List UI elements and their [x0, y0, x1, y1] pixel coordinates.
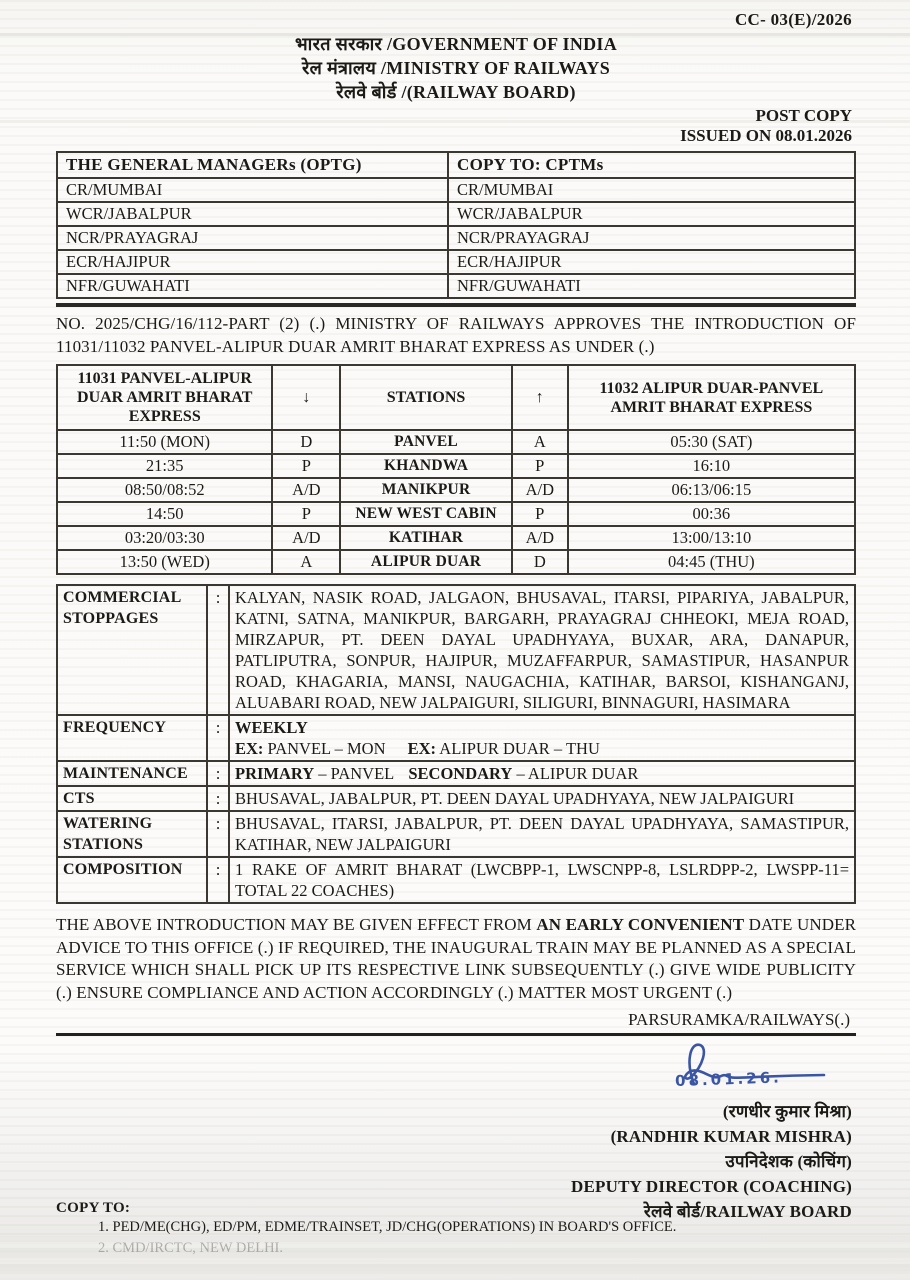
cptm-cell: NFR/GUWAHATI — [448, 274, 855, 298]
timetable-row — [57, 526, 855, 550]
thick-divider — [56, 303, 856, 307]
cptm-cell: WCR/JABALPUR — [448, 202, 855, 226]
up-mark: A — [512, 430, 568, 454]
train-timetable — [56, 364, 856, 575]
colon-separator: : — [207, 786, 229, 811]
cptm-cell: CR/MUMBAI — [448, 178, 855, 202]
gm-cell: CR/MUMBAI — [57, 178, 448, 202]
up-time: 13:00/13:10 — [568, 526, 855, 550]
signatory-name-english: (RANDHIR KUMAR MISHRA) — [610, 1127, 852, 1146]
addressees-table — [56, 151, 856, 299]
gm-cell: NFR/GUWAHATI — [57, 274, 448, 298]
maintenance-row — [57, 761, 855, 786]
composition-row — [57, 857, 855, 903]
cptm-cell: NCR/PRAYAGRAJ — [448, 226, 855, 250]
gm-cell: ECR/HAJIPUR — [57, 250, 448, 274]
timetable-row — [57, 454, 855, 478]
row-label: COMPOSITION — [57, 857, 207, 903]
signoff-line: PARSURAMKA/RAILWAYS(.) — [56, 1007, 856, 1036]
station-name: PANVEL — [340, 430, 512, 454]
down-mark: A/D — [272, 526, 340, 550]
timetable-row — [57, 478, 855, 502]
signatory-name-hindi: (रणधीर कुमार मिश्रा) — [722, 1102, 852, 1121]
addressees-header-row — [57, 152, 855, 178]
up-time: 04:45 (THU) — [568, 550, 855, 574]
designation-hindi: उपनिदेशक (कोचिंग) — [725, 1152, 852, 1171]
down-time: 11:50 (MON) — [57, 430, 272, 454]
ex-label: EX: — [235, 739, 264, 758]
up-time: 05:30 (SAT) — [568, 430, 855, 454]
scan-artifact — [0, 120, 910, 123]
timetable-row — [57, 550, 855, 574]
down-time: 14:50 — [57, 502, 272, 526]
frequency-value — [229, 715, 855, 761]
station-name: MANIKPUR — [340, 478, 512, 502]
ex-value: ALIPUR DUAR – THU — [439, 739, 600, 758]
table-row — [57, 274, 855, 298]
up-time: 06:13/06:15 — [568, 478, 855, 502]
primary-label: PRIMARY — [235, 764, 315, 783]
commercial-stoppages-value: KALYAN, NASIK ROAD, JALGAON, BHUSAVAL, ITARSI, PIPARIYA, JABALPUR, KATNI, SATNA, MANIKPUR, BARGARH, PRAYAGRAJ CHHEOKI, MEJA ROAD, MIRZAPUR, PT. DEEN DAYAL UPADHYAYA, BUXAR, ARA, DANAPUR, PATLIPUTRA, SONPUR, HAJIPUR, MUZAFFARPUR, SAMASTIPUR, HASANPUR ROAD, KHAGARIA, MANSI, NAUGACHIA, KATIHAR, BARSOI, KISHANGANJ, ALUABARI ROAD, NEW JALPAIGURI, SILIGURI, BINNAGURI, HASIMARA — [229, 585, 855, 715]
row-label: CTS — [57, 786, 207, 811]
copy-to-heading: COPY TO: — [56, 1200, 131, 1216]
up-time: 16:10 — [568, 454, 855, 478]
scan-artifact-band — [0, 1236, 910, 1280]
table-row — [57, 202, 855, 226]
timetable-row — [57, 430, 855, 454]
down-arrow-icon: ↓ — [272, 365, 340, 430]
colon-separator: : — [207, 761, 229, 786]
post-copy-label: POST COPY — [755, 106, 852, 125]
colon-separator: : — [207, 811, 229, 857]
train-details-table — [56, 584, 856, 904]
timetable-header-row — [57, 365, 855, 430]
designation-english: DEPUTY DIRECTOR (COACHING) — [571, 1177, 852, 1196]
up-train-header: 11032 ALIPUR DUAR-PANVEL AMRIT BHARAT EXPRESS — [568, 365, 855, 430]
weekly-text: WEEKLY — [235, 718, 308, 737]
closing-pre: THE ABOVE INTRODUCTION MAY BE GIVEN EFFECT FROM — [56, 915, 537, 934]
down-mark: D — [272, 430, 340, 454]
down-mark: A/D — [272, 478, 340, 502]
secondary-value: – ALIPUR DUAR — [516, 764, 639, 783]
up-time: 00:36 — [568, 502, 855, 526]
gm-cell: WCR/JABALPUR — [57, 202, 448, 226]
cptms-header: COPY TO: CPTMs — [448, 152, 855, 178]
gm-cell: NCR/PRAYAGRAJ — [57, 226, 448, 250]
closing-bold: AN EARLY CONVENIENT — [536, 915, 745, 934]
row-label: WATERING STATIONS — [57, 811, 207, 857]
up-mark: D — [512, 550, 568, 574]
ex-value: PANVEL – MON — [267, 739, 386, 758]
ministry-line: रेल मंत्रालय /MINISTRY OF RAILWAYS — [301, 58, 611, 78]
signature-block — [56, 1038, 856, 1224]
colon-separator: : — [207, 715, 229, 761]
stations-header: STATIONS — [340, 365, 512, 430]
approval-paragraph: NO. 2025/CHG/16/112-PART (2) (.) MINISTRY OF RAILWAYS APPROVES THE INTRODUCTION OF 11031/11032 PANVEL-ALIPUR DUAR AMRIT BHARAT EXPRESS AS UNDER (.) — [56, 314, 856, 356]
down-time: 03:20/03:30 — [57, 526, 272, 550]
colon-separator: : — [207, 585, 229, 715]
table-row — [57, 250, 855, 274]
timetable-row — [57, 502, 855, 526]
primary-value: – PANVEL — [318, 764, 395, 783]
table-row — [57, 178, 855, 202]
row-label: MAINTENANCE — [57, 761, 207, 786]
down-train-header: 11031 PANVEL-ALIPUR DUAR AMRIT BHARAT EXPRESS — [57, 365, 272, 430]
maintenance-value — [229, 761, 855, 786]
commercial-stoppages-row — [57, 585, 855, 715]
letterhead — [56, 32, 856, 104]
table-row — [57, 226, 855, 250]
cts-row — [57, 786, 855, 811]
cts-value: BHUSAVAL, JABALPUR, PT. DEEN DAYAL UPADHYAYA, NEW JALPAIGURI — [229, 786, 855, 811]
watering-stations-value: BHUSAVAL, ITARSI, JABALPUR, PT. DEEN DAYAL UPADHYAYA, SAMASTIPUR, KATIHAR, NEW JALPAIGURI — [229, 811, 855, 857]
general-managers-header: THE GENERAL MANAGERs (OPTG) — [57, 152, 448, 178]
up-mark: A/D — [512, 478, 568, 502]
station-name: NEW WEST CABIN — [340, 502, 512, 526]
up-mark: P — [512, 502, 568, 526]
post-copy-block — [56, 106, 856, 146]
up-mark: P — [512, 454, 568, 478]
row-label: FREQUENCY — [57, 715, 207, 761]
station-name: KHANDWA — [340, 454, 512, 478]
down-time: 21:35 — [57, 454, 272, 478]
down-mark: A — [272, 550, 340, 574]
closing-paragraph — [56, 914, 856, 1004]
station-name: KATIHAR — [340, 526, 512, 550]
frequency-row — [57, 715, 855, 761]
up-arrow-icon: ↑ — [512, 365, 568, 430]
reference-number: CC- 03(E)/2026 — [734, 10, 852, 29]
up-mark: A/D — [512, 526, 568, 550]
copy-to-item: 1. PED/ME(CHG), ED/PM, EDME/TRAINSET, JD/CHG(OPERATIONS) IN BOARD'S OFFICE. — [98, 1219, 677, 1235]
cptm-cell: ECR/HAJIPUR — [448, 250, 855, 274]
scan-artifact — [0, 33, 910, 36]
government-line: भारत सरकार /GOVERNMENT OF INDIA — [294, 34, 618, 54]
down-time: 13:50 (WED) — [57, 550, 272, 574]
closing-post: DATE UNDER ADVICE TO THIS OFFICE (.) IF REQUIRED, THE INAUGURAL TRAIN MAY BE PLANNED AS A SPECIAL SERVICE WHICH SHALL PICK UP ITS RESPECTIVE LINK SUBSEQUENTLY (.) GIVE WIDE PUBLICITY (.) ENSURE COMPLIANCE AND ACTION ACCORDINGLY (.) MATTER MOST URGENT (.) — [56, 915, 857, 1002]
watering-stations-row — [57, 811, 855, 857]
down-mark: P — [272, 502, 340, 526]
railway-board-line: रेलवे बोर्ड /(RAILWAY BOARD) — [336, 82, 576, 102]
row-label: COMMERCIAL STOPPAGES — [57, 585, 207, 715]
down-time: 08:50/08:52 — [57, 478, 272, 502]
down-mark: P — [272, 454, 340, 478]
station-name: ALIPUR DUAR — [340, 550, 512, 574]
handwritten-date: 08.01.26. — [674, 1068, 783, 1091]
ex-label: EX: — [407, 739, 437, 758]
composition-value: 1 RAKE OF AMRIT BHARAT (LWCBPP-1, LWSCNPP-8, LSLRDPP-2, LWSPP-11= TOTAL 22 COACHES) — [229, 857, 855, 903]
issued-on-date: ISSUED ON 08.01.2026 — [680, 126, 852, 145]
organization-line: रेलवे बोर्ड/RAILWAY BOARD — [643, 1202, 852, 1221]
colon-separator: : — [207, 857, 229, 903]
secondary-label: SECONDARY — [408, 764, 513, 783]
